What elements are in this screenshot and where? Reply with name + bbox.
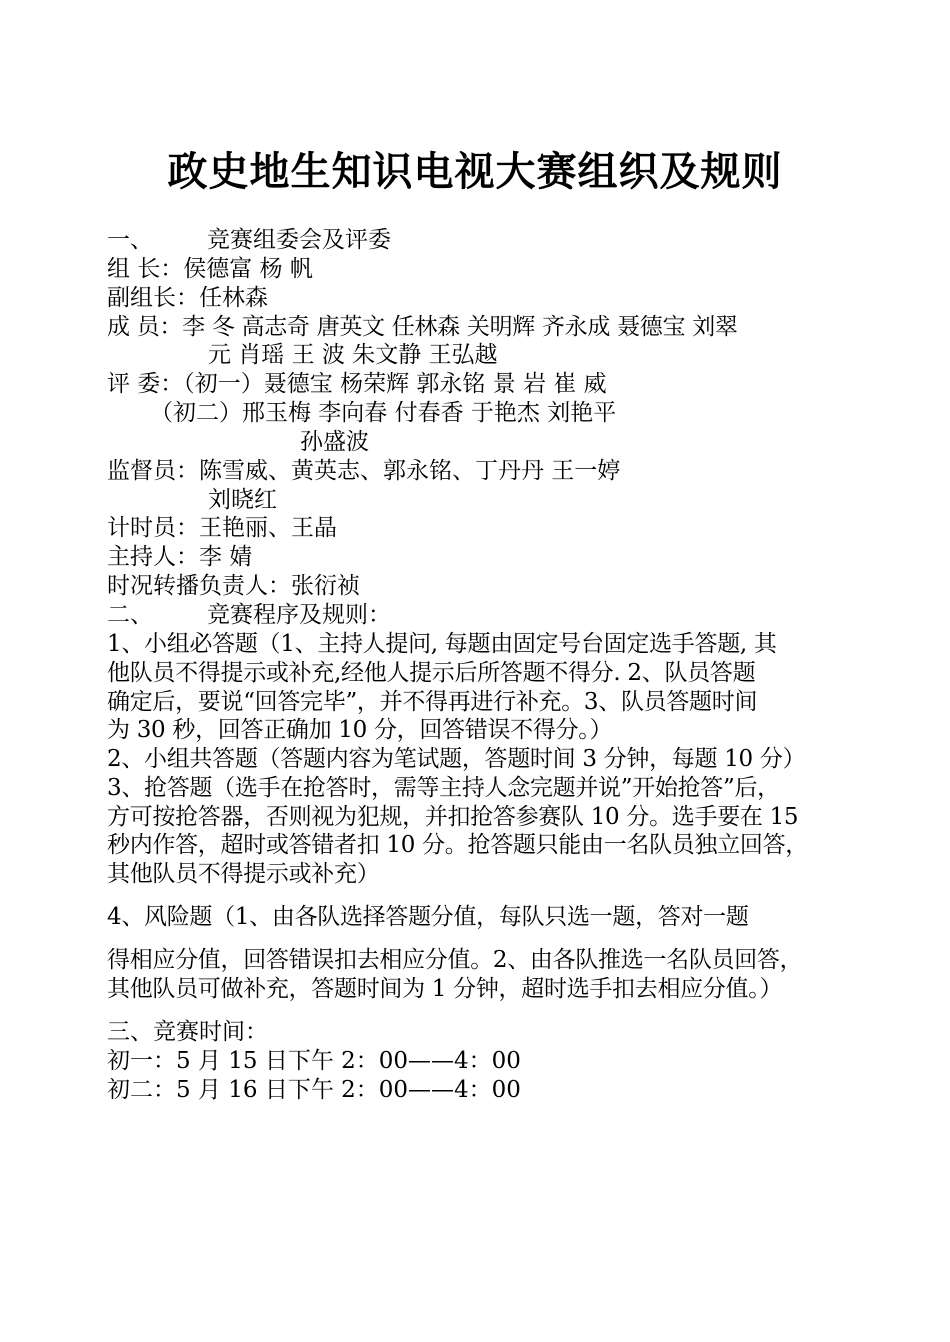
schedule-grade-2: 初二：5 月 16 日下午 2：00——4：00 [107,1077,521,1103]
rule-2-line: 2、小组共答题（答题内容为笔试题，答题时间 3 分钟，每题 10 分） [107,746,806,772]
judges-line-2: （初二）邢玉梅 李向春 付春香 于艳杰 刘艳平 [150,400,617,426]
document-title: 政史地生知识电视大赛组织及规则 [167,149,783,195]
judges-line-1: 评 委：（初一）聂德宝 杨荣辉 郭永铭 景 岩 崔 威 [107,371,607,397]
host-line: 主持人：李 婧 [107,544,253,570]
section-2-number: 二、 [107,602,153,628]
vice-leader-line: 副组长：任林森 [107,285,268,311]
rule-1-line-4: 为 30 秒，回答正确加 10 分，回答错误不得分。） [107,717,613,743]
section-1-title: 竞赛组委会及评委 [207,227,391,253]
rule-4-line-1: 4、风险题（1、由各队选择答题分值，每队只选一题，答对一题 [107,904,749,930]
judges-line-3: 孙盛波 [300,429,369,455]
rule-3-line-4: 其他队员不得提示或补充） [107,861,380,887]
section-1-heading [107,226,391,254]
schedule-grade-1: 初一：5 月 15 日下午 2：00——4：00 [107,1048,521,1074]
members-line-1: 成 员：李 冬 高志奇 唐英文 任林森 关明辉 齐永成 聂德宝 刘翠 [107,314,738,340]
supervisors-line-2: 刘晓红 [208,487,277,513]
rule-4-line-2: 得相应分值，回答错误扣去相应分值。2、由各队推选一名队员回答， [107,947,803,973]
rule-1-line-1: 1、小组必答题（1、主持人提问, 每题由固定号台固定选手答题, 其 [107,631,777,657]
members-line-2: 元 肖瑶 王 波 朱文静 王弘越 [208,342,498,368]
leaders-line: 组 长：侯德富 杨 帆 [107,256,313,282]
section-2-heading [107,601,391,629]
section-2-title: 竞赛程序及规则： [207,602,391,628]
broadcast-line: 时况转播负责人：张衍祯 [107,573,360,599]
rule-1-line-2: 他队员不得提示或补充,经他人提示后所答题不得分. 2、队员答题 [107,660,756,686]
section-3-heading: 三、竞赛时间： [107,1019,268,1045]
rule-4-line-3: 其他队员可做补充，答题时间为 1 分钟，超时选手扣去相应分值。） [107,976,783,1002]
timer-line: 计时员：王艳丽、王晶 [107,515,337,541]
rule-3-line-2: 方可按抢答器，否则视为犯规，并扣抢答参赛队 10 分。选手要在 15 [107,804,799,830]
rule-3-line-3: 秒内作答，超时或答错者扣 10 分。抢答题只能由一名队员独立回答， [107,832,808,858]
section-1-number: 一、 [107,227,153,253]
rule-1-line-3: 确定后，要说“回答完毕”，并不得再进行补充。3、队员答题时间 [107,689,758,715]
rule-3-line-1: 3、抢答题（选手在抢答时，需等主持人念完题并说”开始抢答”后， [107,775,780,801]
supervisors-line-1: 监督员：陈雪威、黄英志、郭永铭、丁丹丹 王一婷 [107,458,621,484]
